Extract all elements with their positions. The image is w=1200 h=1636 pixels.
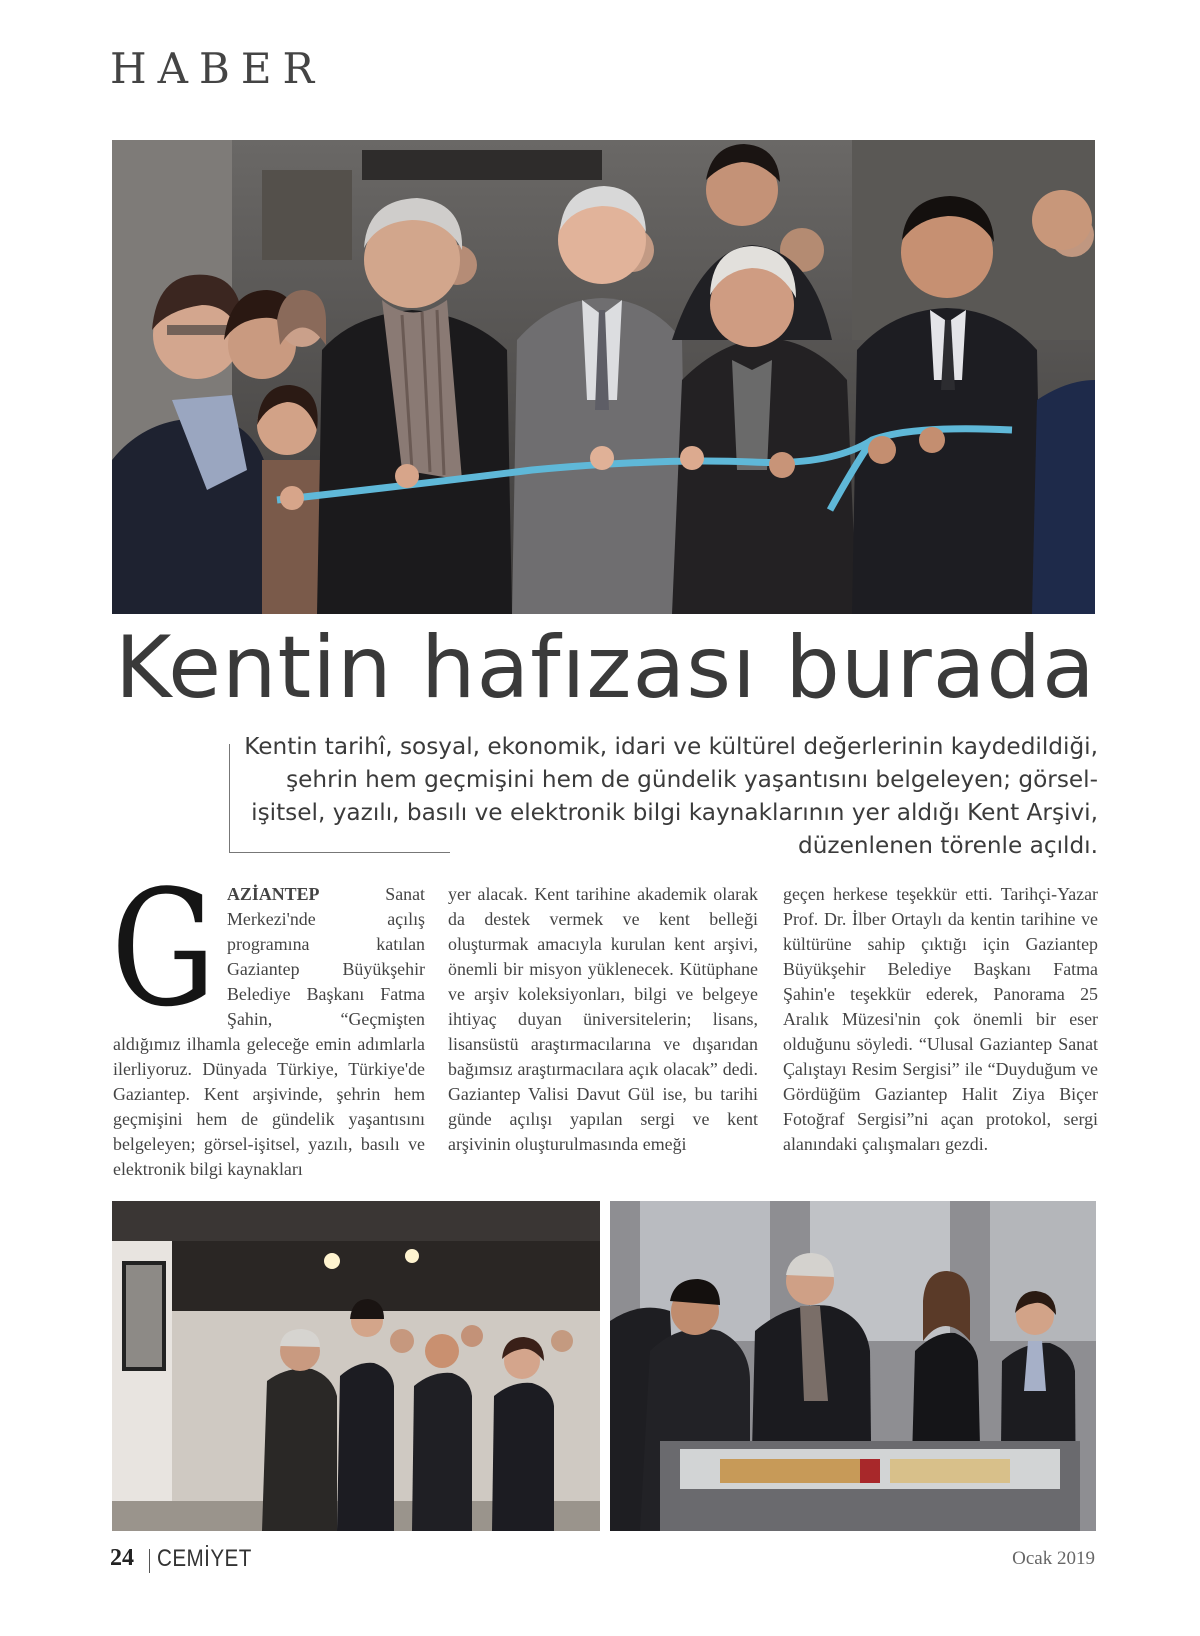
exhibition-tour-photo <box>112 1201 600 1531</box>
issue-date: Ocak 2019 <box>1012 1548 1095 1569</box>
footer-separator <box>149 1549 150 1573</box>
article-column-2: yer alacak. Kent tarihine akademik olarak da destek vermek ve kent belleği oluşturmak amacıyla kurulan kent arşivi, önemli bir misyon yüklenecek. Kütüphane ve arşiv koleksiyonları, bilgi ve belgeye ihtiyaç duyan üniversitelerin; lisans, lisansüstü araştırmacılarına ve dışarıdan bağımsız araştırmacılara açık olacak” dedi. Gaziantep Valisi Davut Gül ise, bu tarihi günde açılışı yapılan sergi ve kent arşivinin oluşturulmasında emeği <box>448 884 758 1154</box>
display-case-photo <box>610 1201 1096 1531</box>
ribbon-cutting-photo <box>112 140 1095 614</box>
page-number: 24 <box>110 1545 134 1571</box>
article-column-1 <box>111 855 425 1182</box>
section-label: HABER <box>110 44 326 93</box>
article-column-3: geçen herkese teşekkür etti. Tarihçi-Yazar Prof. Dr. İlber Ortaylı da kentin tarihine ve kültürüne sahip çıktığı için Gaziantep Büyükşehir Belediye Başkanı Fatma Şahin'e teşekkür ederek, Panorama 25 Aralık Müzesi'nin çok önemli bir eser olduğunu söyledi. “Ulusal Gaziantep Sanat Çalıştayı Resim Sergisi” ile “Duyduğum ve Gördüğüm Gaziantep Halit Ziya Biçer Fotoğraf Sergisi”ni açan protokol, sergi alanındaki çalışmaları gezdi. <box>783 884 1098 1154</box>
lead-in-word: AZİANTEP <box>227 884 320 904</box>
article-title: Kentin hafızası burada <box>115 618 1096 718</box>
drop-cap: G <box>111 855 216 1042</box>
column-1-text: Sanat Merkezi'nde açılış programına katılan Gaziantep Büyükşehir Belediye Başkanı Fatma Şahin, “Geçmişten aldığımız ilhamla geleceğe emin adımlarla ilerliyoruz. Dünyada Türkiye, Türkiye'de Gaziantep. Kent arşivinde, şehrin hem geçmişini hem de gündelik yaşantısını belgeleyen; görsel-işitsel, yazılı, basılı ve elektronik bilgi kaynakları <box>113 884 425 1179</box>
magazine-name: CEMİYET <box>157 1545 252 1572</box>
article-lead: Kentin tarihî, sosyal, ekonomik, idari ve kültürel değerlerinin kaydedildiği, şehrin hem geçmişini hem de gündelik yaşantısını belgeleyen; görsel-işitsel, yazılı, basılı ve elektronik bilgi kaynaklarının yer aldığı Kent Arşivi, düzenlenen törenle açıldı. <box>244 733 1098 859</box>
